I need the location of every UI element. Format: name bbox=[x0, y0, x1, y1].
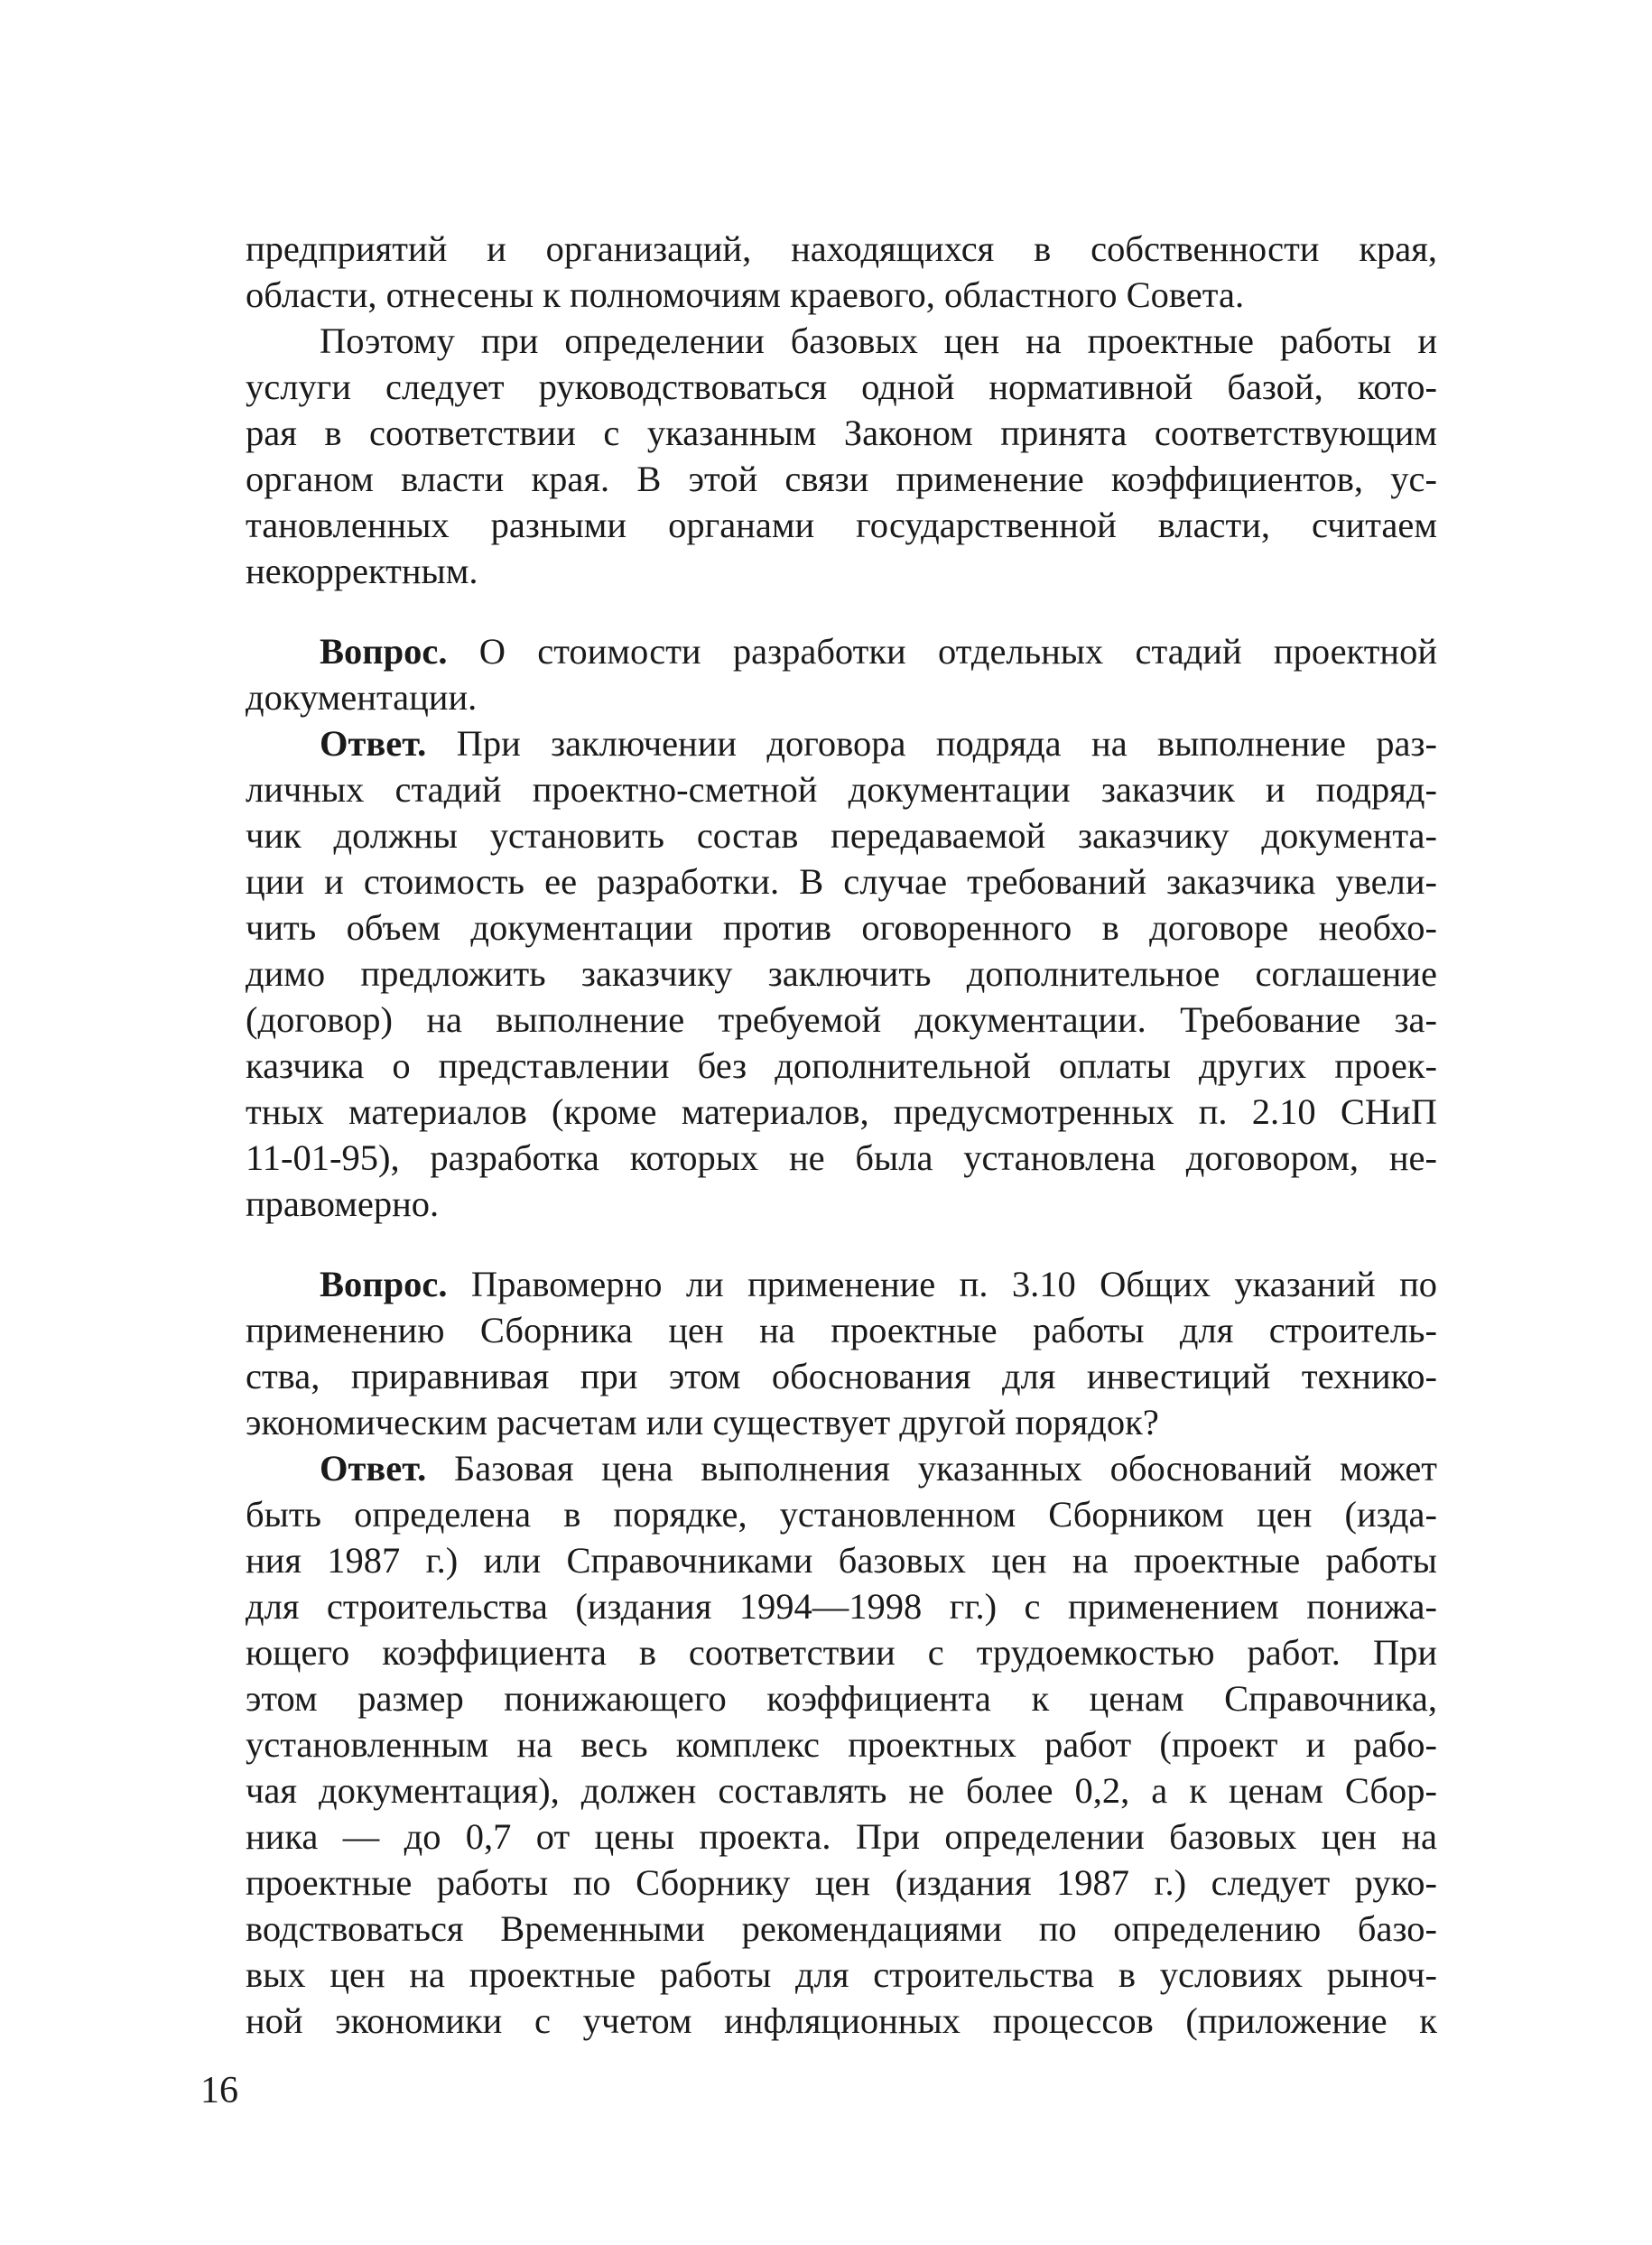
question-text: Правомерно ли применение п. 3.10 Общих указаний по bbox=[470, 1264, 1438, 1304]
text-line: рая в соответствии с указанным Законом принята соответствующим bbox=[246, 413, 1437, 453]
answer-label: Ответ. bbox=[320, 1448, 427, 1489]
page-number: 16 bbox=[200, 2070, 238, 2111]
text-line: чая документация), должен составлять не более 0,2, а к ценам Сбор- bbox=[246, 1770, 1437, 1811]
answer-text: Базовая цена выполнения указанных обоснований может bbox=[454, 1448, 1438, 1489]
text-line bbox=[246, 1261, 1437, 1307]
text-line: документации. bbox=[246, 677, 478, 718]
text-line: услуги следует руководствоваться одной нормативной базой, кото- bbox=[246, 366, 1437, 407]
text-line: области, отнесены к полномочиям краевого, областного Совета. bbox=[246, 274, 1245, 315]
question-text: О стоимости разработки отдельных стадий проектной bbox=[478, 631, 1437, 672]
text-line: органом власти края. В этой связи применение коэффициентов, ус- bbox=[246, 459, 1437, 499]
question-block bbox=[246, 1261, 1437, 1445]
text-line bbox=[246, 720, 1437, 766]
answer-block bbox=[246, 1445, 1437, 2044]
paragraph-continuation bbox=[246, 226, 1437, 318]
answer-block bbox=[246, 720, 1437, 1227]
text-line: правомерно. bbox=[246, 1183, 440, 1224]
text-line: ющего коэффициента в соответствии с трудоемкостью работ. При bbox=[246, 1632, 1437, 1673]
text-line: для строительства (издания 1994—1998 гг.) с применением понижа- bbox=[246, 1586, 1437, 1627]
paragraph-gap bbox=[246, 1227, 1437, 1261]
text-line: некорректным. bbox=[246, 551, 478, 591]
page-body-text bbox=[246, 226, 1437, 2044]
answer-label: Ответ. bbox=[320, 723, 427, 764]
text-line: экономическим расчетам или существует другой порядок? bbox=[246, 1402, 1159, 1443]
text-line: димо предложить заказчику заключить дополнительное соглашение bbox=[246, 953, 1437, 994]
text-line: 11-01-95), разработка которых не была установлена договором, не- bbox=[246, 1137, 1437, 1178]
text-line: применению Сборника цен на проектные работы для строитель- bbox=[246, 1310, 1437, 1350]
text-line: Поэтому при определении базовых цен на проектные работы и bbox=[320, 320, 1437, 361]
text-line: этом размер понижающего коэффициента к ценам Справочника, bbox=[246, 1678, 1437, 1719]
text-line: ника — до 0,7 от цены проекта. При определении базовых цен на bbox=[246, 1816, 1437, 1857]
text-line: ции и стоимость ее разработки. В случае требований заказчика увели- bbox=[246, 861, 1437, 902]
text-line: установленным на весь комплекс проектных работ (проект и рабо- bbox=[246, 1724, 1437, 1765]
text-line: предприятий и организаций, находящихся в собственности края, bbox=[246, 228, 1437, 269]
text-line: чик должны установить состав передаваемой заказчику документа- bbox=[246, 815, 1437, 856]
text-line: ства, приравнивая при этом обоснования для инвестиций технико- bbox=[246, 1356, 1437, 1396]
text-line bbox=[246, 1445, 1437, 1491]
text-line: (договор) на выполнение требуемой документации. Требование за- bbox=[246, 999, 1437, 1040]
question-label: Вопрос. bbox=[320, 1264, 448, 1304]
text-line: казчика о представлении без дополнительной оплаты других проек- bbox=[246, 1045, 1437, 1086]
paragraph bbox=[246, 318, 1437, 594]
paragraph-gap bbox=[246, 594, 1437, 628]
text-line: ной экономики с учетом инфляционных процессов (приложение к bbox=[246, 2000, 1437, 2041]
text-line bbox=[246, 628, 1437, 674]
question-block bbox=[246, 628, 1437, 720]
text-line: вых цен на проектные работы для строительства в условиях рыноч- bbox=[246, 1954, 1437, 1995]
text-line: водствоваться Временными рекомендациями по определению базо- bbox=[246, 1908, 1437, 1949]
text-line: быть определена в порядке, установленном Сборником цен (изда- bbox=[246, 1494, 1437, 1535]
text-line: чить объем документации против оговоренного в договоре необхо- bbox=[246, 907, 1437, 948]
question-label: Вопрос. bbox=[320, 631, 448, 672]
answer-text: При заключении договора подряда на выполнение раз- bbox=[456, 723, 1438, 764]
text-line: проектные работы по Сборнику цен (издания 1987 г.) следует руко- bbox=[246, 1862, 1437, 1903]
text-line: ния 1987 г.) или Справочниками базовых цен на проектные работы bbox=[246, 1540, 1437, 1581]
text-line: тановленных разными органами государственной власти, считаем bbox=[246, 505, 1437, 545]
text-line: личных стадий проектно-сметной документации заказчик и подряд- bbox=[246, 769, 1437, 810]
text-line: тных материалов (кроме материалов, предусмотренных п. 2.10 СНиП bbox=[246, 1091, 1437, 1132]
